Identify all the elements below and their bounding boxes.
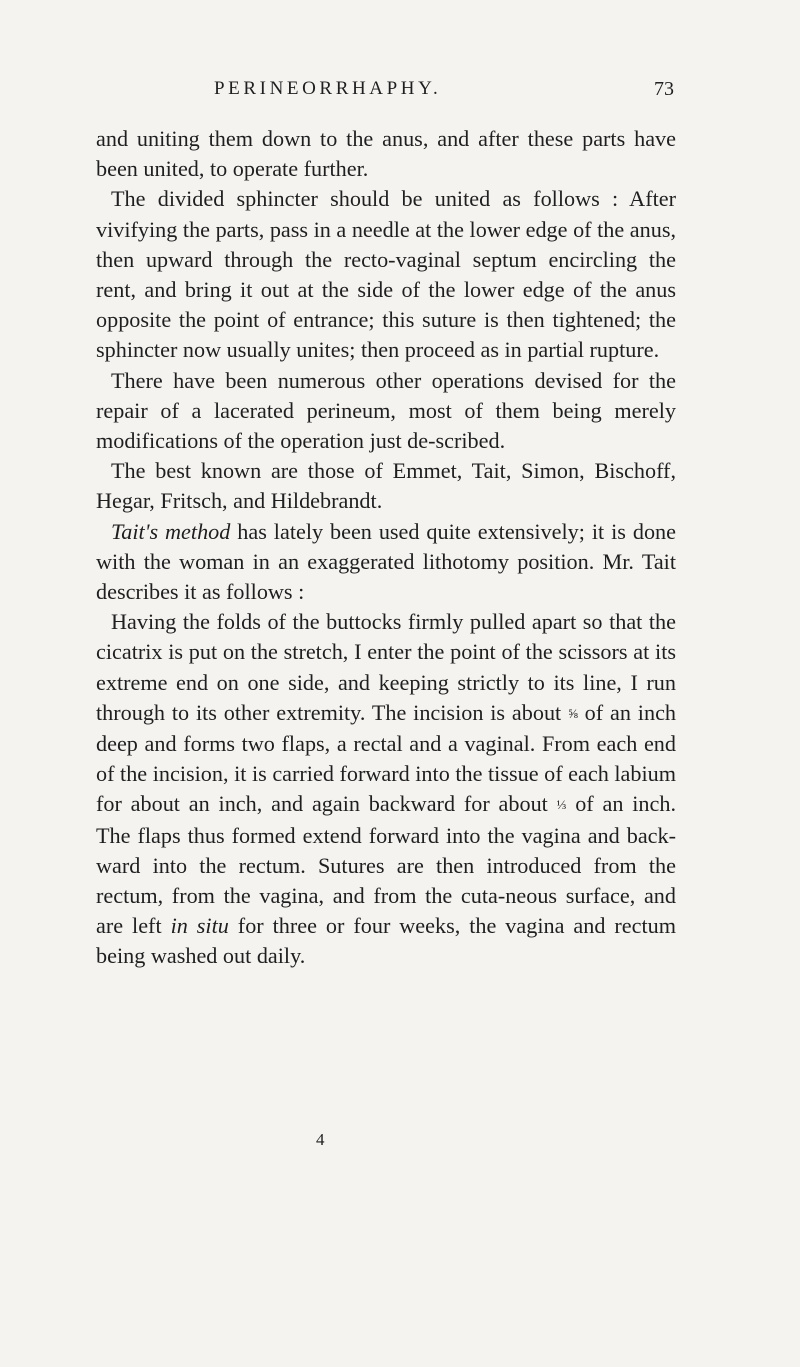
page-header [214,78,674,110]
tait-method-text: has lately been used quite extensively; it is done with the woman in an exaggerated lithotomy position. Mr. Tait describes it as follows : [96,518,676,605]
paragraph-continuation: and uniting them down to the anus, and after these parts have been united, to operate further. [96,126,676,182]
in-situ-italic: in situ [170,913,229,939]
signature-mark: 4 [316,1130,325,1149]
paragraph-best-known: The best known are those of Emmet, Tait, Simon, Bischoff, Hegar, Fritsch, and Hildebrandt. [96,458,676,514]
quote-text-1: Having the folds of the buttocks firmly pulled apart so that the cicatrix is put on the stretch, I enter the point of the scissors at its extreme end on one side, and keeping strictly to its line, I run through to its other extremity. The incision is about [96,609,676,725]
page-number: 73 [654,78,674,100]
tait-method-heading: Tait's method [111,518,231,544]
quote-text-2: of an inch deep and forms two flaps, a rectal and a vaginal. From each end of the incision, it is carried forward into the tissue of each labium for about an inch, and again backward for about [96,699,677,817]
quote-text-3: of an inch. The flaps thus formed extend forward into the vagina and back-ward into the rectum. Sutures are then introduced from the rectum, from the vagina, and from the cuta-neous surface, and are left [96,791,676,939]
fraction-one-third: ⅓ [556,797,567,813]
fraction-five-eighths: ⅝ [568,705,578,721]
running-title: PERINEORRHAPHY. [214,78,442,99]
paragraph-sphincter: The divided sphincter should be united as follows : After vivifying the parts, pass in a needle at the lower edge of the anus, then upward through the recto-vaginal septum encircling the rent, and bring it out at the side of the lower edge of the anus opposite the point of entrance; this suture is then tightened; the sphincter now usually unites; then proceed as in partial rupture. [96,186,676,363]
paragraph-tait-quote [96,607,676,971]
paragraph-tait-method [96,517,676,608]
quote-text-4: for three or four weeks, the vagina and rectum being washed out daily. [96,913,676,969]
body-text [96,124,676,972]
paragraph-other-operations: There have been numerous other operations devised for the repair of a lacerated perineum, most of them being merely modifications of the operation just de-scribed. [96,367,676,454]
